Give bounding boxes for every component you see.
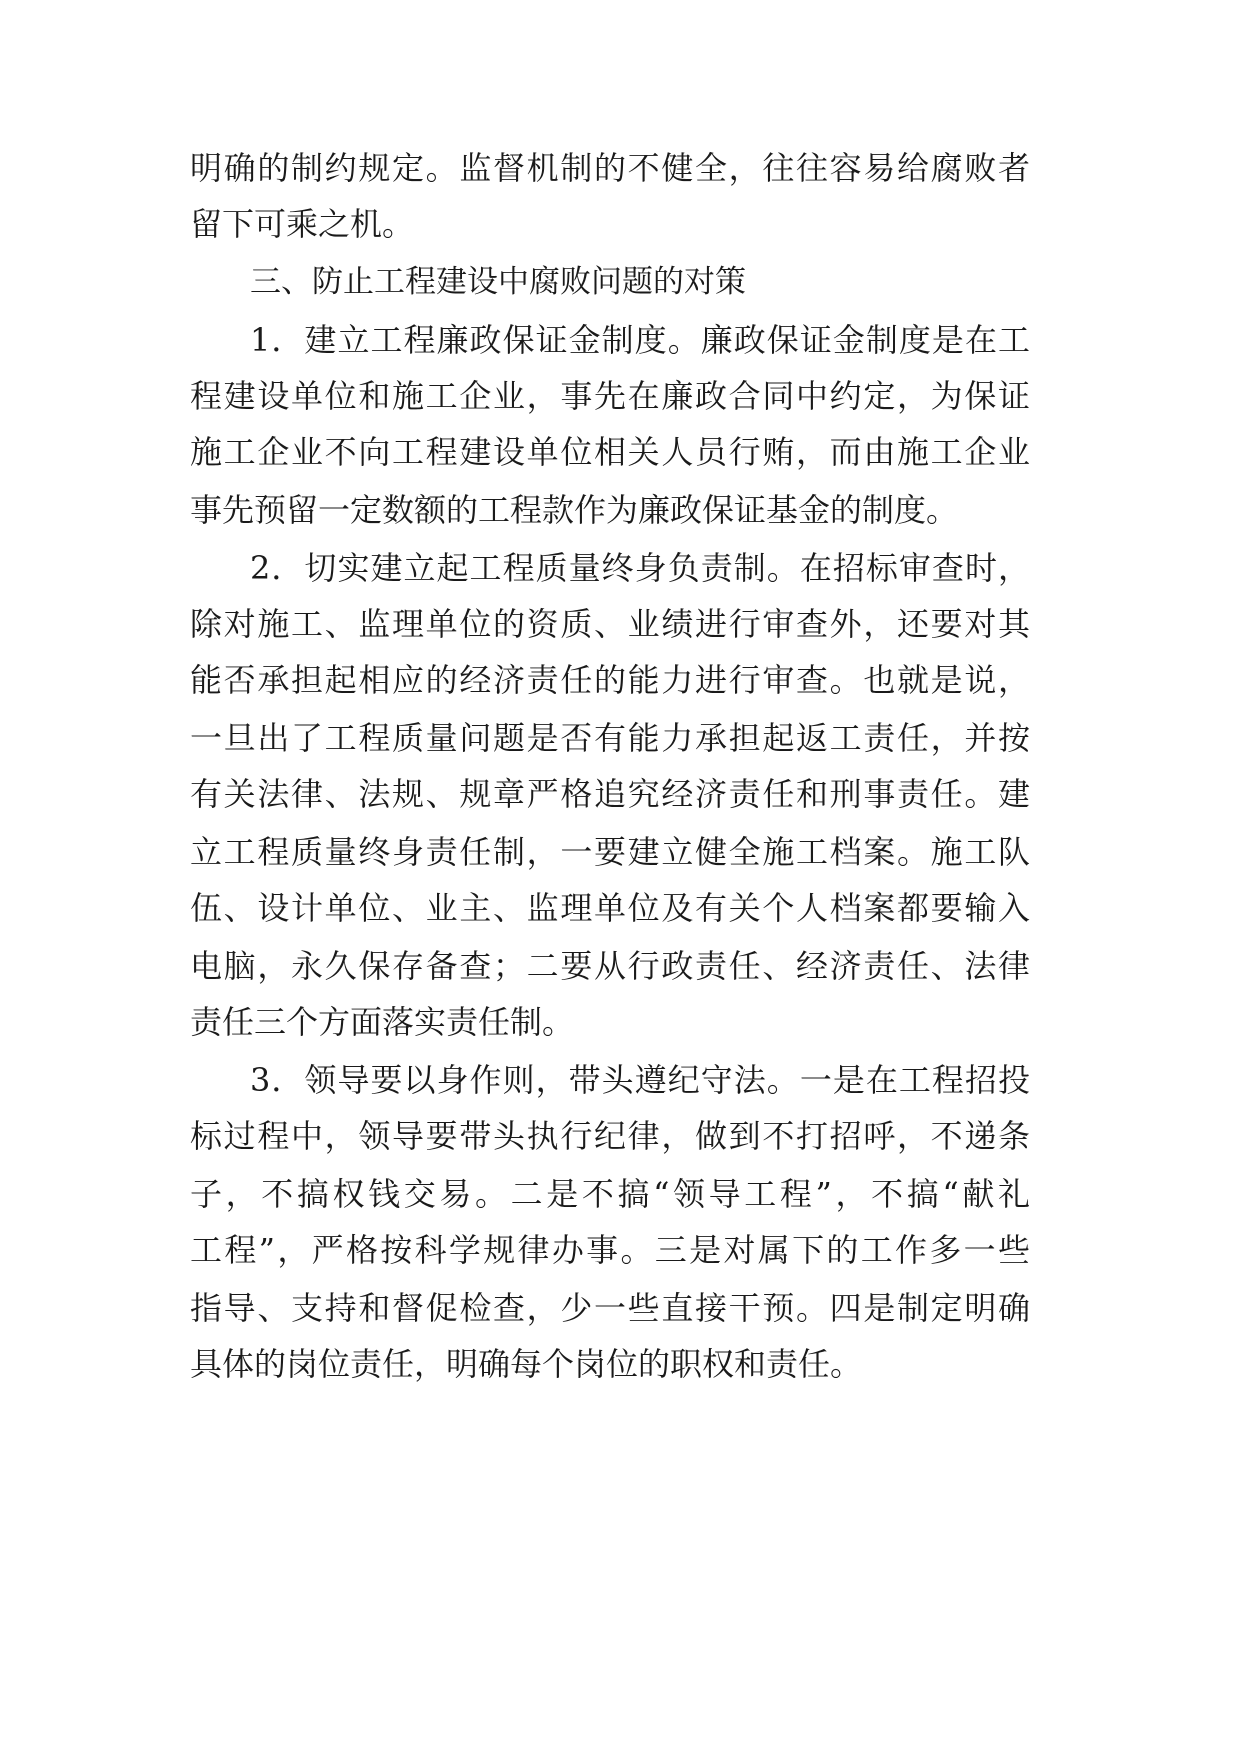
section-heading: 三、防止工程建设中腐败问题的对策 — [250, 264, 746, 300]
paragraph-line: 立工程质量终身责任制，一要建立健全施工档案。施工队 — [190, 833, 1030, 871]
paragraph-line: 标过程中，领导要带头执行纪律，做到不打招呼，不递条 — [190, 1117, 1030, 1155]
paragraph-line: 除对施工、监理单位的资质、业绩进行审查外，还要对其 — [190, 605, 1030, 643]
paragraph-line: 程建设单位和施工企业，事先在廉政合同中约定，为保证 — [190, 377, 1030, 415]
paragraph-line: 有关法律、法规、规章严格追究经济责任和刑事责任。建 — [190, 775, 1030, 813]
paragraph-line: 能否承担起相应的经济责任的能力进行审查。也就是说， — [190, 661, 1030, 699]
paragraph-line: 伍、设计单位、业主、监理单位及有关个人档案都要输入 — [190, 889, 1030, 927]
paragraph-line: 明确的制约规定。监督机制的不健全，往往容易给腐败者 — [190, 149, 1030, 187]
paragraph-line: 留下可乘之机。 — [190, 205, 415, 243]
paragraph-line: 施工企业不向工程建设单位相关人员行贿，而由施工企业 — [190, 433, 1030, 471]
paragraph-line: 3．领导要以身作则，带头遵纪守法。一是在工程招投 — [250, 1061, 1030, 1099]
paragraph-line: 具体的岗位责任，明确每个岗位的职权和责任。 — [190, 1345, 863, 1383]
paragraph-line: 指导、支持和督促检查，少一些直接干预。四是制定明确 — [190, 1289, 1030, 1327]
paragraph-line: 事先预留一定数额的工程款作为廉政保证基金的制度。 — [190, 491, 959, 529]
paragraph-line: 子，不搞权钱交易。二是不搞“领导工程”，不搞“献礼 — [190, 1175, 1030, 1213]
paragraph-line: 2．切实建立起工程质量终身负责制。在招标审查时， — [250, 549, 1030, 587]
paragraph-line: 电脑，永久保存备查；二要从行政责任、经济责任、法律 — [190, 947, 1030, 985]
paragraph-line: 责任三个方面落实责任制。 — [190, 1003, 575, 1041]
paragraph-line: 一旦出了工程质量问题是否有能力承担起返工责任，并按 — [190, 719, 1030, 757]
paragraph-line: 1．建立工程廉政保证金制度。廉政保证金制度是在工 — [250, 321, 1030, 359]
paragraph-line: 工程”，严格按科学规律办事。三是对属下的工作多一些 — [190, 1231, 1030, 1269]
